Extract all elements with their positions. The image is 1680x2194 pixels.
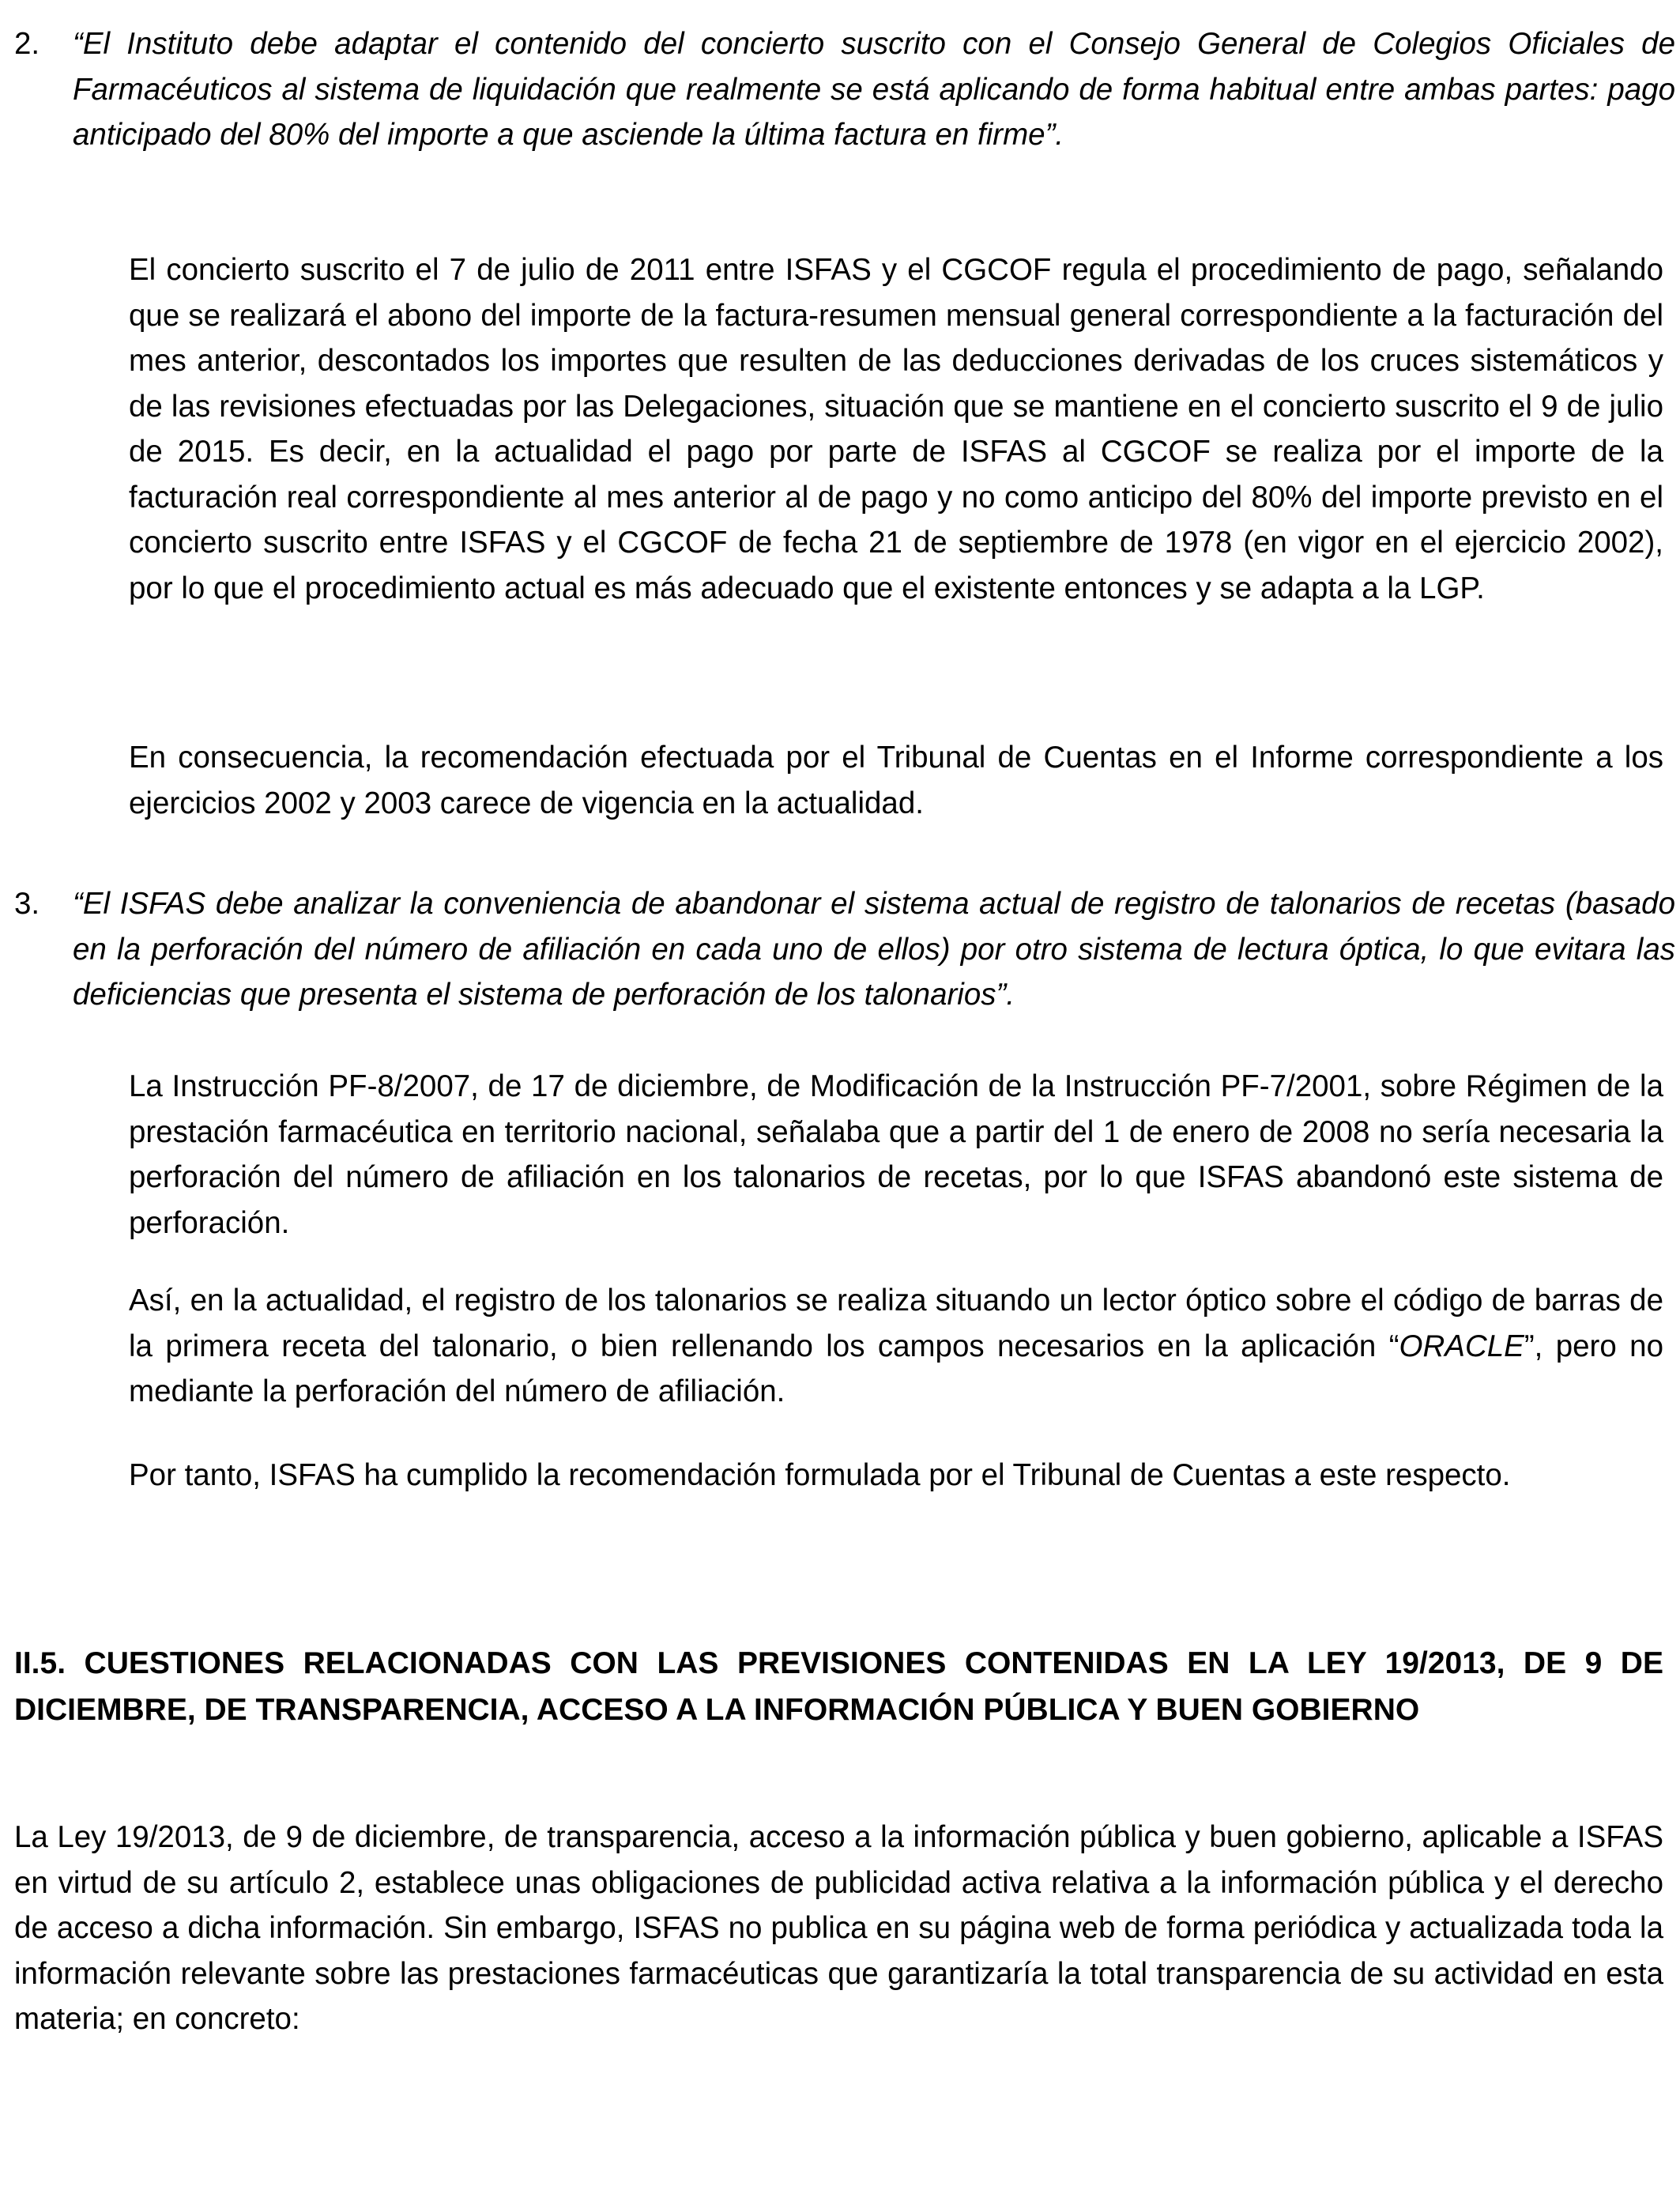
recommendation-item-2: [0, 21, 1675, 158]
paragraph-text: ”, pero no mediante la perforación del número de afiliación.: [129, 1329, 1663, 1408]
application-name: ORACLE: [1399, 1329, 1524, 1363]
item-number: 3.: [14, 887, 40, 921]
body-paragraph: En consecuencia, la recomendación efectuada por el Tribunal de Cuentas en el Informe correspondiente a los ejercicios 2002 y 2003 carece de vigencia en la actualidad.: [129, 741, 1663, 820]
body-paragraph: El concierto suscrito el 7 de julio de 2011 entre ISFAS y el CGCOF regula el procedimiento de pago, señalando que se realizará el abono del importe de la factura-resumen mensual general correspondiente a la facturación del mes anterior, descontados los importes que resulten de las deducciones derivadas de los cruces sistemáticos y de las revisiones efectuadas por las Delegaciones, situación que se mantiene en el concierto suscrito el 9 de julio de 2015. Es decir, en la actualidad el pago por parte de ISFAS al CGCOF se realiza por el importe de la facturación real correspondiente al mes anterior al de pago y no como anticipo del 80% del importe previsto en el concierto suscrito entre ISFAS y el CGCOF de fecha 21 de septiembre de 1978 (en vigor en el ejercicio 2002), por lo que el procedimiento actual es más adecuado que el existente entonces y se adapta a la LGP.: [129, 253, 1663, 605]
body-paragraph: Por tanto, ISFAS ha cumplido la recomendación formulada por el Tribunal de Cuentas a este respecto.: [129, 1458, 1511, 1492]
section-heading: II.5. CUESTIONES RELACIONADAS CON LAS PREVISIONES CONTENIDAS EN LA LEY 19/2013, DE 9 DE DICIEMBRE, DE TRANSPARENCIA, ACCESO A LA INFORMACIÓN PÚBLICA Y BUEN GOBIERNO: [14, 1646, 1663, 1727]
recommendation-quote: “El ISFAS debe analizar la conveniencia de abandonar el sistema actual de registro de talonarios de recetas (basado en la perforación del número de afiliación en cada uno de ellos) por otro sistema de lectura óptica, lo que evitara las deficiencias que presenta el sistema de perforación de los talonarios”.: [73, 887, 1675, 1012]
recommendation-quote: “El Instituto debe adaptar el contenido del concierto suscrito con el Consejo General de Colegios Oficiales de Farmacéuticos al sistema de liquidación que realmente se está aplicando de forma habitual entre ambas partes: pago anticipado del 80% del importe a que asciende la última factura en firme”.: [73, 27, 1675, 152]
body-paragraph: [129, 1278, 1663, 1415]
body-paragraph: La Instrucción PF-8/2007, de 17 de diciembre, de Modificación de la Instrucción PF-7/2001, sobre Régimen de la prestación farmacéutica en territorio nacional, señalaba que a partir del 1 de enero de 2008 no sería necesaria la perforación del número de afiliación en los talonarios de recetas, por lo que ISFAS abandonó este sistema de perforación.: [129, 1069, 1663, 1240]
body-paragraph: La Ley 19/2013, de 9 de diciembre, de transparencia, acceso a la información pública y buen gobierno, aplicable a ISFAS en virtud de su artículo 2, establece unas obligaciones de publicidad activa relativa a la información pública y el derecho de acceso a dicha información. Sin embargo, ISFAS no publica en su página web de forma periódica y actualizada toda la información relevante sobre las prestaciones farmacéuticas que garantizaría la total transparencia de su actividad en esta materia; en concreto:: [14, 1820, 1663, 2036]
paragraph-text: Así, en la actualidad, el registro de los talonarios se realiza situando un lector óptico sobre el código de barras de la primera receta del talonario, o bien rellenando los campos necesarios en la aplicación “: [129, 1284, 1663, 1363]
recommendation-item-3: [0, 881, 1675, 1018]
item-number: 2.: [14, 27, 40, 61]
